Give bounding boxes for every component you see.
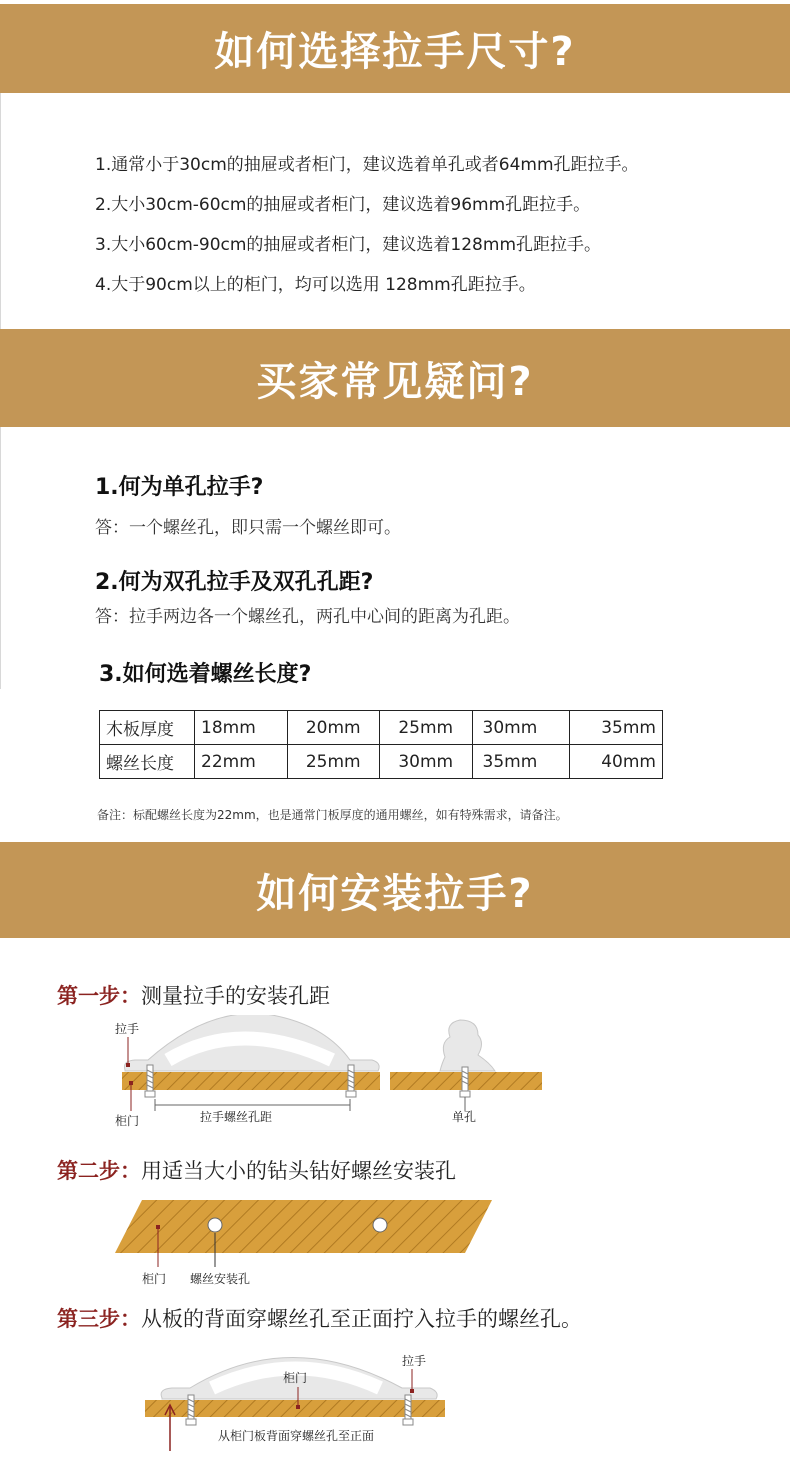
step-3-figure <box>140 1345 460 1453</box>
table-cell: 木板厚度 <box>100 711 195 745</box>
table-row <box>100 711 663 745</box>
size-rule-1: 1.通常小于30cm的抽屉或者柜门，建议选着单孔或者64mm孔距拉手。 <box>95 155 639 175</box>
step-2-figure <box>110 1195 500 1290</box>
faq-question-2: 2.何为双孔拉手及双孔孔距? <box>95 570 374 595</box>
step-1-label: 第一步： <box>57 984 141 1008</box>
section-title-size: 如何选择拉手尺寸? <box>214 29 576 75</box>
page-left-rule <box>0 93 1 329</box>
table-cell: 40mm <box>570 745 663 779</box>
step-3-text: 从板的背面穿螺丝孔至正面拧入拉手的螺丝孔。 <box>141 1307 582 1331</box>
section-title-install: 如何安装拉手? <box>256 870 534 917</box>
single-knob-icon <box>440 1020 495 1071</box>
faq-answer-1: 答：一个螺丝孔，即只需一个螺丝即可。 <box>95 518 401 538</box>
step-2-text: 用适当大小的钻头钻好螺丝安装孔 <box>141 1159 456 1183</box>
section-title-faq: 买家常见疑问? <box>256 358 534 405</box>
table-cell: 35mm <box>472 745 570 779</box>
screw-left-icon <box>147 1065 153 1091</box>
table-cell: 螺丝长度 <box>100 745 195 779</box>
fig3-handle-label: 拉手 <box>402 1354 427 1368</box>
table-cell: 22mm <box>195 745 288 779</box>
step-2-label: 第二步： <box>57 1159 141 1183</box>
step-2-heading <box>57 1155 456 1185</box>
table-row <box>100 745 663 779</box>
size-rule-2: 2.大小30cm-60cm的抽屉或者柜门，建议选着96mm孔距拉手。 <box>95 195 591 215</box>
drill-hole-left-icon <box>208 1218 222 1232</box>
drill-hole-right-icon <box>373 1218 387 1232</box>
fig1-door-label: 柜门 <box>115 1114 140 1128</box>
fig1-single-label: 单孔 <box>452 1110 477 1124</box>
screw-length-table <box>99 710 663 779</box>
fig3-door-label: 柜门 <box>283 1371 308 1385</box>
step-1-heading <box>57 980 330 1010</box>
page-left-rule-2 <box>0 427 1 689</box>
table-cell: 18mm <box>195 711 288 745</box>
table-cell: 35mm <box>570 711 663 745</box>
size-rule-3: 3.大小60cm-90cm的抽屉或者柜门，建议选着128mm孔距拉手。 <box>95 235 601 255</box>
screw-left-icon <box>188 1395 194 1419</box>
step-1-figure <box>100 1015 560 1135</box>
table-cell: 30mm <box>380 745 473 779</box>
size-rule-4: 4.大于90cm以上的柜门，均可以选用 128mm孔距拉手。 <box>95 275 536 295</box>
fig2-hole-label: 螺丝安装孔 <box>190 1272 251 1286</box>
fig2-door-label: 柜门 <box>142 1272 167 1286</box>
screw-right-icon <box>405 1395 411 1419</box>
faq-answer-2: 答：拉手两边各一个螺丝孔，两孔中心间的距离为孔距。 <box>95 607 520 627</box>
door-board <box>122 1072 380 1090</box>
fig1-handle-label: 拉手 <box>115 1022 140 1036</box>
faq-question-3: 3.如何选着螺丝长度? <box>99 662 312 687</box>
table-cell: 30mm <box>472 711 570 745</box>
fig3-caption: 从柜门板背面穿螺丝孔至正面 <box>218 1429 375 1443</box>
step-3-label: 第三步： <box>57 1307 141 1331</box>
screw-table-note: 备注：标配螺丝长度为22mm，也是通常门板厚度的通用螺丝，如有特殊需求，请备注。 <box>97 808 568 822</box>
table-cell: 25mm <box>287 745 380 779</box>
step-3-heading <box>57 1303 582 1333</box>
section-banner-size <box>0 4 790 93</box>
table-cell: 20mm <box>287 711 380 745</box>
screw-right-icon <box>348 1065 354 1091</box>
faq-question-1: 1.何为单孔拉手? <box>95 475 264 500</box>
table-cell: 25mm <box>380 711 473 745</box>
fig1-distance-label: 拉手螺丝孔距 <box>200 1110 273 1124</box>
step-1-text: 测量拉手的安装孔距 <box>141 984 330 1008</box>
door-panel <box>115 1200 492 1253</box>
section-banner-faq <box>0 329 790 427</box>
section-banner-install <box>0 842 790 938</box>
